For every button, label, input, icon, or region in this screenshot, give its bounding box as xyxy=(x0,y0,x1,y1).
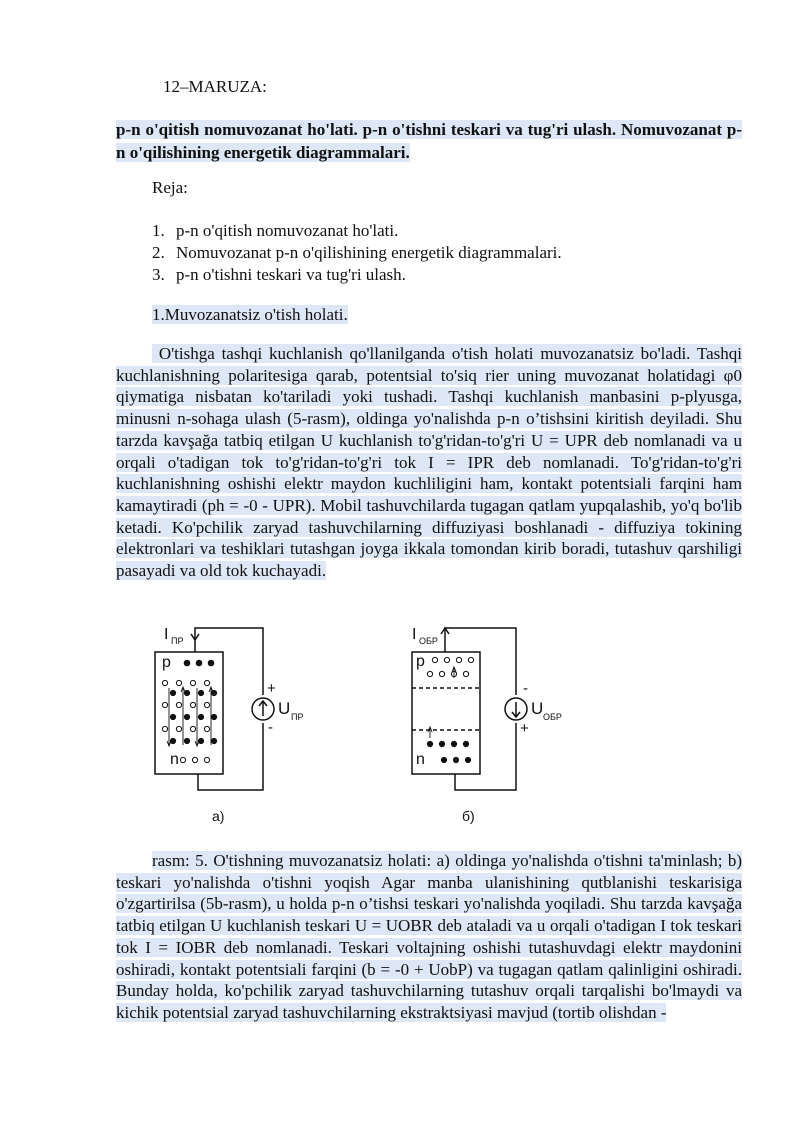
left-voltage-sub: ПР xyxy=(291,712,304,722)
left-current-label: I xyxy=(164,626,169,643)
left-current-sub: ПР xyxy=(171,636,184,646)
section-heading-text: 1.Muvozanatsiz o'tish holati. xyxy=(152,305,348,324)
right-plus-sign: + xyxy=(520,720,529,737)
right-caption: б) xyxy=(462,808,475,824)
right-carriers xyxy=(427,657,473,762)
right-current-sub: ОБР xyxy=(419,636,438,646)
paragraph-2 xyxy=(116,850,742,1024)
right-wire-bottom xyxy=(455,723,516,790)
section-heading xyxy=(152,305,348,325)
right-n-label: n xyxy=(416,751,425,768)
plan-item-text: p-n o'tishni teskari va tug'ri ulash. xyxy=(176,265,406,284)
figure-pn-junction xyxy=(140,620,560,830)
left-minus-sign: - xyxy=(268,719,273,736)
left-n-label: n xyxy=(170,751,179,768)
pn-junction-diagram xyxy=(140,620,560,830)
paragraph-1-text: O'tishga tashqi kuchlanish qo'llanilganda o'tish holati muvozanatsiz bo'ladi. Tashqi kuchlanishning polaritesiga qarab, potentsial to'siq rier uning muvozanat holatidagi φ0 qiymatiga nisbatan ko'tariladi yoki tushadi. Tashqi kuchlanish manbasini p-plyusga, minusni n-sohaga ulash (5-rasm), oldinga yo'nalishda p-n o’tishsini kiritish deyiladi. Shu tarzda kavşağa tatbiq etilgan U kuchlanish to'g'ridan-to'g'ri U = UPR deb nomlanadi va u orqali o'tadigan tok to'g'ridan-to'g'ri tok I = IPR deb nomlanadi. To'g'ridan-to'g'ri kuchlanishning oshishi elektr maydon kuchliligini ham, kontakt potentsiali farqini ham kamaytiradi (ph = -0 - UPR). Mobil tashuvchilarda tugagan qatlam yupqalashib, yo'q bo'lib ketadi. Ko'pchilik zaryad tashuvchilarning diffuziyasi boshlanadi - diffuziya tokining elektronlari va teshiklari tutashgan joyga ikkala tomondan kirib boradi, tutashuv qarshiligi pasayadi va old tok kuchayadi. xyxy=(116,344,742,581)
paragraph-1 xyxy=(116,343,742,582)
plan-item xyxy=(152,264,562,286)
plan-item-number: 1. xyxy=(152,221,165,240)
right-voltage-sub: ОБР xyxy=(543,712,562,722)
left-carriers xyxy=(162,660,216,762)
right-minus-sign: - xyxy=(523,680,528,697)
left-caption: а) xyxy=(212,808,225,824)
plan-item-number: 3. xyxy=(152,265,165,284)
lecture-title xyxy=(116,118,742,164)
left-plus-sign: + xyxy=(267,680,276,697)
right-p-label: p xyxy=(416,653,425,670)
plan-item xyxy=(152,242,562,264)
lecture-number: 12–MARUZA: xyxy=(163,77,267,96)
left-p-label: p xyxy=(162,654,171,671)
plan-item-text: Nomuvozanat p-n o'qilishining energetik diagrammalari. xyxy=(176,243,562,262)
plan-list xyxy=(152,220,562,286)
right-voltage-label: U xyxy=(531,699,544,718)
plan-heading: Reja: xyxy=(152,178,188,197)
plan-item-number: 2. xyxy=(152,243,165,262)
plan-item-text: p-n o'qitish nomuvozanat ho'lati. xyxy=(176,221,399,240)
paragraph-2-text: rasm: 5. O'tishning muvozanatsiz holati: a) oldinga yo'nalishda o'tishni ta'minlash; b) teskari yo'nalishda o'tishni yoqish Agar manba ulanishining qutblanishi teskarisiga o'zgartirilsa (5b-rasm), u holda p-n o’tishsi teskari yo'nalishda yoqiladi. Shu tarzda kavşağa tatbiq etilgan U kuchlanish teskari U = UOBR deb ataladi va u orqali o'tadigan I tok teskari tok I = IOBR deb nomlanadi. Teskari voltajning oshishi tutashuvdagi elektr maydonini oshiradi, kontakt potentsiali farqini (b = -0 + UobP) va tugagan qatlam qalinligini oshiradi. Bunday holda, ko'pchilik zaryad tashuvchilarning tutashuv orqali tarqalishi bo'lmaydi va kichik potentsial zaryad tashuvchilarning ekstraktsiyasi mavjud (tortib olishdan - xyxy=(116,851,742,1022)
right-carrier-arrows xyxy=(428,667,456,738)
right-current-label: I xyxy=(412,626,417,643)
lecture-title-text: p-n o'qitish nomuvozanat ho'lati. p-n o'tishni teskari va tug'ri ulash. Nomuvozanat p-n o'qilishining energetik diagrammalari. xyxy=(116,120,742,162)
left-voltage-label: U xyxy=(278,699,291,718)
left-wire-bottom xyxy=(198,723,263,790)
plan-item xyxy=(152,220,562,242)
